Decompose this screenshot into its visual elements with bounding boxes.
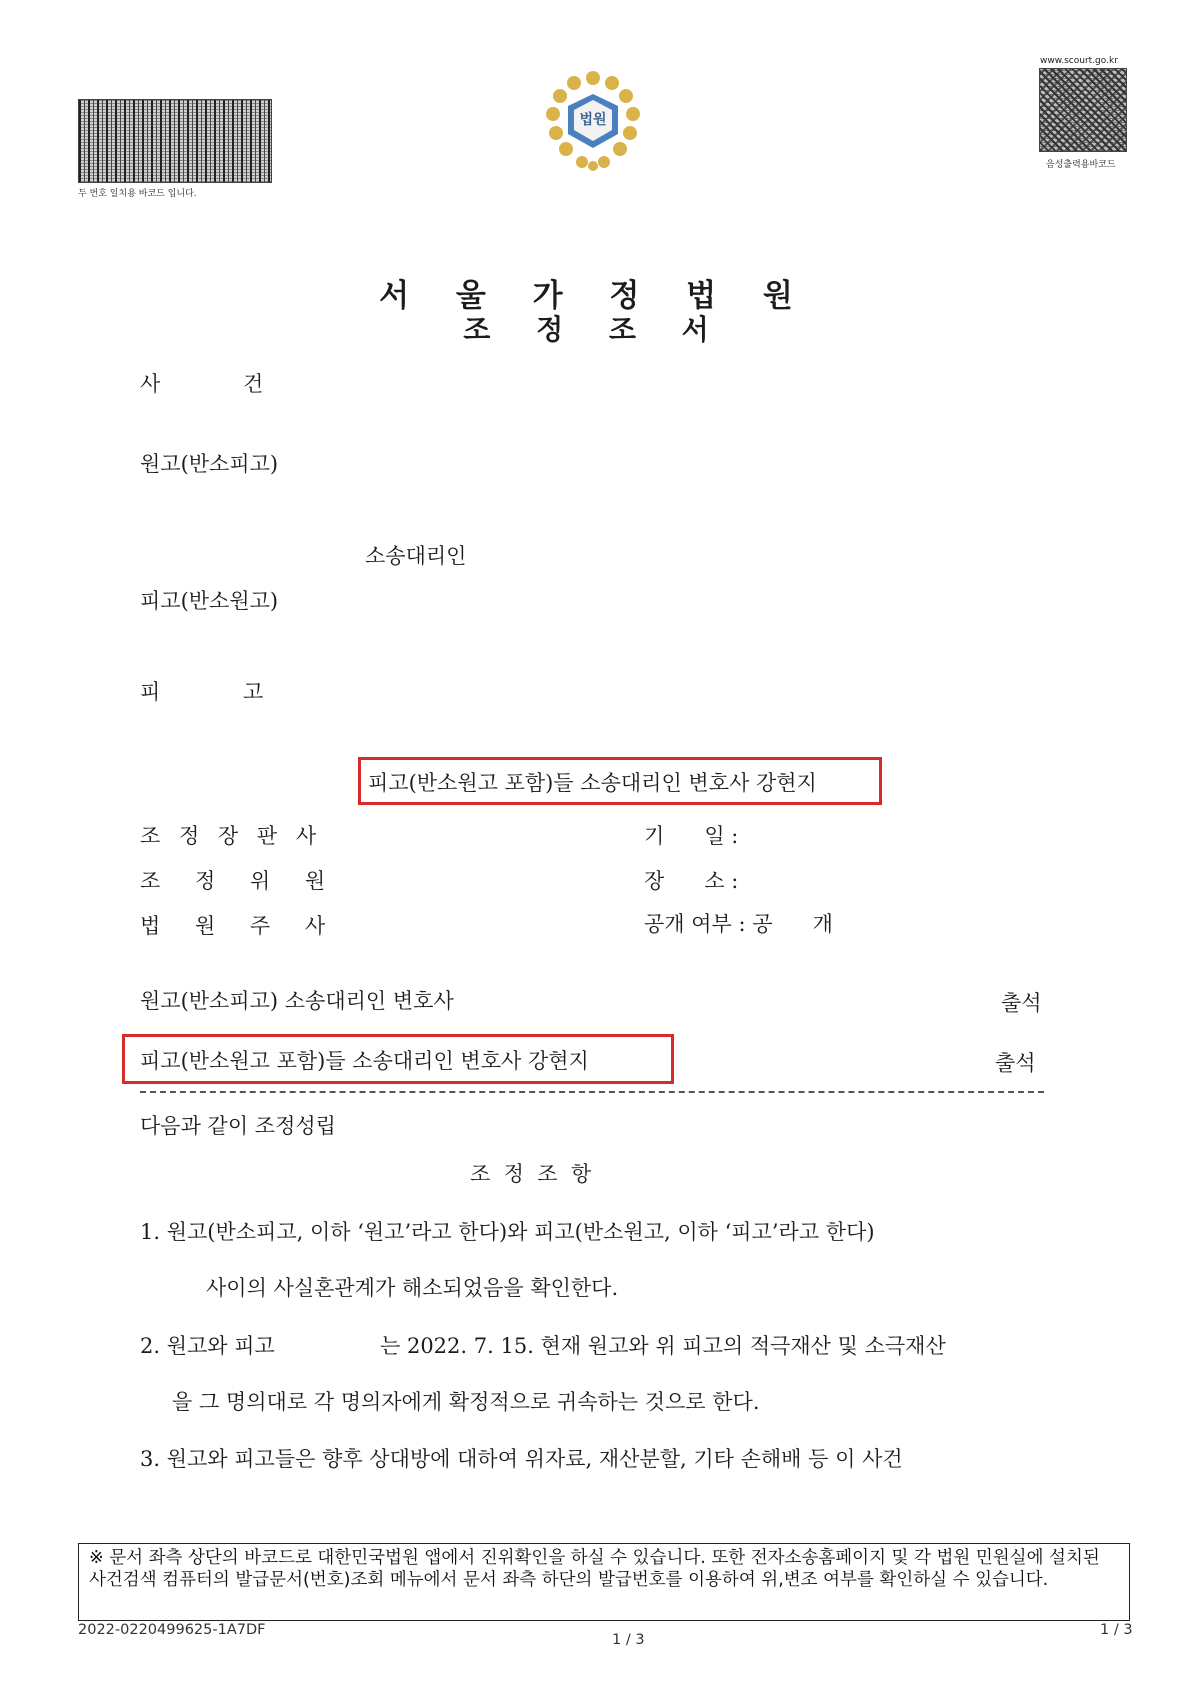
court-clerk-label: 법 원 주 사: [140, 914, 340, 938]
voice-output-barcode: [1039, 68, 1127, 152]
issue-number: 2022-0220499625-1A7DF: [78, 1622, 266, 1638]
place-label: 장 소 :: [644, 869, 739, 893]
mediation-terms-heading: 조 정 조 항: [470, 1162, 592, 1186]
defendant2-label: 피 고: [140, 680, 264, 704]
page-number-right: 1 / 3: [1100, 1622, 1133, 1638]
defendants-agent-text: 피고(반소원고 포함)들 소송대리인 변호사 강현지: [368, 771, 817, 795]
term-3-line-1: 3. 원고와 피고들은 향후 상대방에 대하여 위자료, 재산분할, 기타 손해배 등 이 사건: [140, 1447, 903, 1471]
mediation-member-label: 조 정 위 원: [140, 869, 340, 893]
authentication-barcode-caption: 두 번호 일치용 바코드 입니다.: [78, 189, 197, 199]
attendance-defendants-agent: 피고(반소원고 포함)들 소송대리인 변호사 강현지: [140, 1049, 589, 1073]
court-emblem-text: 법원: [579, 112, 607, 128]
term-1-line-1: 1. 원고(반소피고, 이하 ‘원고’라고 한다)와 피고(반소원고, 이하 ‘피고’라고 한다): [140, 1220, 875, 1244]
term-2-line-1b: 는 2022. 7. 15. 현재 원고와 위 피고의 적극재산 및 소극재산: [380, 1334, 946, 1358]
public-status-label: 공개 여부 : 공 개: [644, 912, 833, 936]
term-1-line-2: 사이의 사실혼관계가 해소되었음을 확인한다.: [206, 1276, 619, 1300]
attendance-defendants-status: 출석: [995, 1051, 1036, 1075]
term-2-line-1a: 2. 원고와 피고: [140, 1334, 275, 1358]
mediation-intro: 다음과 같이 조정성립: [140, 1114, 336, 1138]
verification-notice-text: ※ 문서 좌측 상단의 바코드로 대한민국법원 앱에서 진위확인을 하실 수 있습니다. 또한 전자소송홈페이지 및 각 법원 민원실에 설치된 사건검색 컴퓨터의 발급문서(번호)조회 메뉴에서 문서 좌측 하단의 발급번호를 이용하여 위,변조 여부를 확인하실 수 있습니다.: [89, 1548, 1100, 1590]
document-title: 조 정 조 서: [463, 313, 727, 346]
case-label: 사 건: [140, 372, 264, 396]
mediation-judge-label: 조 정 장 판 사: [140, 824, 323, 848]
attendance-plaintiff-agent: 원고(반소피고) 소송대리인 변호사: [140, 989, 454, 1013]
term-2-line-2: 을 그 명의대로 각 명의자에게 확정적으로 귀속하는 것으로 한다.: [172, 1390, 760, 1414]
section-divider: [140, 1091, 1044, 1093]
court-emblem: [538, 66, 648, 176]
date-label: 기 일 :: [644, 824, 739, 848]
plaintiff-label: 원고(반소피고): [140, 452, 279, 476]
attendance-plaintiff-status: 출석: [1001, 991, 1042, 1015]
page-number-center: 1 / 3: [612, 1632, 645, 1648]
plaintiff-agent-label: 소송대리인: [365, 544, 467, 568]
court-name: 서 울 가 정 법 원: [379, 278, 811, 314]
court-website-url: www.scourt.go.kr: [1040, 56, 1118, 66]
voice-output-barcode-caption: 음성출력용바코드: [1046, 160, 1116, 170]
authentication-barcode: [78, 99, 272, 183]
defendant-label: 피고(반소원고): [140, 589, 279, 613]
verification-notice-box: [78, 1543, 1130, 1621]
